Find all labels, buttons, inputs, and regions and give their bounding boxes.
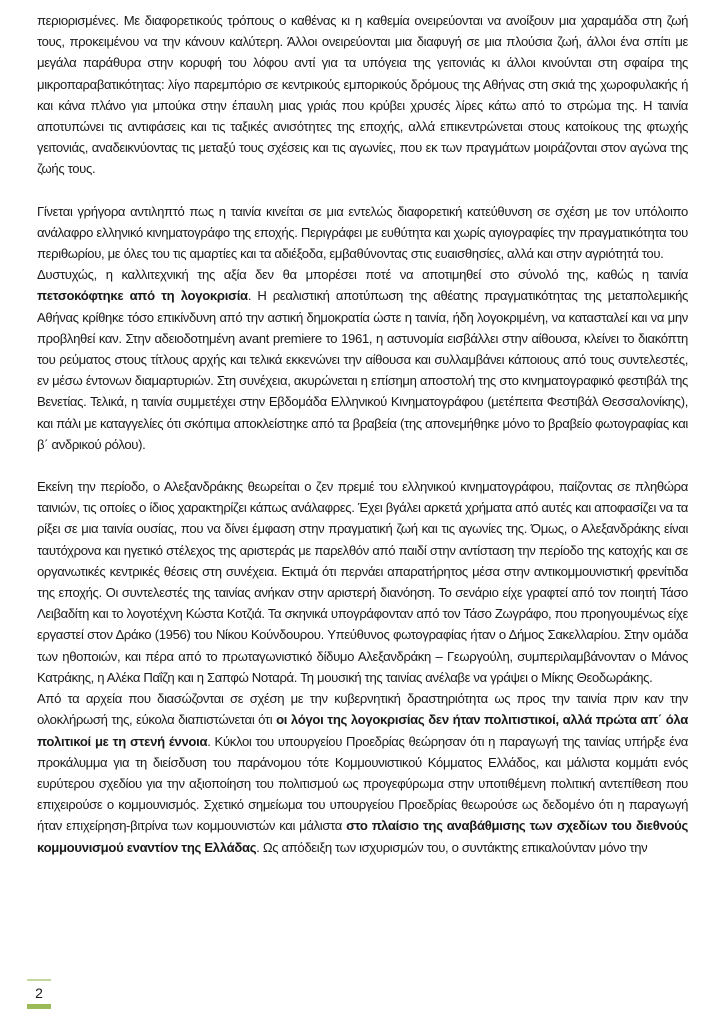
paragraph-text: Δυστυχώς, η καλλιτεχνική της αξία δεν θα μπορέσει ποτέ να αποτιμηθεί στο σύνολό της, καθώς η ταινία [37, 267, 688, 283]
page-number: 2 [35, 985, 43, 1001]
bold-emphasis: οι λόγοι της λογοκρισίας δεν ήταν πολιτιστικοί, αλλά πρώτα απ΄ όλα πολιτικοί με τη στενή έννοια [37, 712, 688, 749]
document-body [37, 10, 688, 858]
paragraph-5 [37, 688, 688, 858]
bold-emphasis: στο πλαίσιο της αναβάθμισης των σχεδίων του διεθνούς κομμουνισμού εναντίον της Ελλάδας [37, 818, 689, 855]
paragraph-text: Από τα αρχεία που διασώζονται σε σχέση με την κυβερνητική δραστηριότητα ως προς την ταινία πριν καν την ολοκλήρωσή της, εύκολα διαπιστώνεται ότι [37, 691, 688, 728]
paragraph-text: . Ως απόδειξη των ισχυρισμών του, ο συντάκτης επικαλούνταν μόνο την [256, 839, 648, 855]
page-footer [27, 979, 51, 1009]
paragraph-1 [37, 10, 688, 180]
page-number-rule-bottom [27, 1004, 51, 1009]
paragraph-text: Εκείνη την περίοδο, ο Αλεξανδράκης θεωρείται ο ζεν πρεμιέ του ελληνικού κινηματογράφου, παίζοντας σε πληθώρα ταινιών, τις οποίες ο ίδιος χαρακτηρίζει κάπως ανάλαφρες. Έχει βγάλει αρκετά χρήματα από αυτές και αποφασίζει να τα ρίξει σε μια ταινία ουσίας, που να δίνει έμφαση στην πραγματική ζωή και τις αγωνίες της. Όμως, ο Αλεξανδράκης είναι ταυτόχρονα και ηγετικό στέλεχος της αριστεράς με παρελθόν από παιδί στην αντίσταση την περίοδο της κατοχής και σε οργανωτικές κεντρικές θέσεις στη συνέχεια. Εκτιμά ότι περνάει απαρατήρητος μέσα στην αντικομμουνιστική φρενίτιδα της εποχής. Οι συντελεστές της ταινίας ανήκαν στην αριστερή διανόηση. Το σενάριο είχε γραφτεί από τον ποιητή Τάσο Λειβαδίτη και το λογοτέχνη Κώστα Κοτζιά. Τα σκηνικά υπογράφονταν από τον Τάσο Ζωγράφο, που προηγουμένως είχε εργαστεί στον Δράκο (1956) του Νίκου Κούνδουρου. Υπεύθυνος φωτογραφίας ήταν ο Δήμος Σακελλαρίου. Στην ομάδα των ηθοποιών, και πέρα από το πρωταγωνιστικό δίδυμο Αλεξανδράκη – Γεωργούλη, συμπεριλαμβάνονταν ο Μάνος Κατράκης, η Αλέκα Παΐζη και η Σαπφώ Νοταρά. Τη μουσική της ταινίας ανέλαβε να γράψει ο Μίκης Θεοδωράκης. [37, 479, 688, 685]
paragraph-text: . Κύκλοι του υπουργείου Προεδρίας θεώρησαν ότι η παραγωγή της ταινίας υπήρξε ένα προκάλυμμα για τη διείσδυση του παράνομου τότε Κομμουνιστικού Κόμματος Ελλάδος, και μάλιστα κομμάτι ενός ευρύτερου σχεδίου για την αξιοποίηση του πολιτισμού ως προγεφύρωμα στην υποτιθέμενη πολιτική αντεπίθεση που επιχειρούσε ο κομμουνισμός. Σχετικό σημείωμα του υπουργείου Προεδρίας θεωρούσε ως δεδομένο ότι η παραγωγή ήταν επιχείρηση-βιτρίνα των κομμουνιστών και μάλιστα [37, 733, 688, 834]
page-number-rule-top [27, 979, 51, 981]
paragraph-2 [37, 201, 688, 265]
paragraph-text: περιορισμένες. Με διαφορετικούς τρόπους ο καθένας κι η καθεμία ονειρεύονται να ανοίξουν μια χαραμάδα στη ζωή τους, προκειμένου να την κάνουν καλύτερη. Άλλοι ονειρεύονται μια διαφυγή σε μια πλούσια ζωή, άλλοι ένα σπίτι με μεγάλα παράθυρα στην κορυφή του λόφου αντί για τα υπόγεια της γειτονιάς κι άλλοι κινούνται στη σφαίρα της μικροπαραβατικότητας: λίγο παρεμπόριο σε κεντρικούς εμπορικούς δρόμους της Αθήνας στη σκιά της χωροφυλακής ή και κάνα πλάνο για μπούκα στην έπαυλη μιας γριάς που κρύβει χρυσές λίρες κάτω από το στρώμα της. Η ταινία αποτυπώνει τις αντιφάσεις και τις ταξικές ανισότητες της εποχής, αλλά επικεντρώνεται στους κατοίκους της φτωχής γειτονιάς, αναδεικνύοντας τις μεταξύ τους σχέσεις και τις αγωνίες, που εκ των πραγμάτων μοιράζονται στον αγώνα της ζωής τους. [37, 13, 688, 177]
paragraph-3 [37, 264, 688, 455]
paragraph-4 [37, 476, 688, 688]
paragraph-text: Γίνεται γρήγορα αντιληπτό πως η ταινία κινείται σε μια εντελώς διαφορετική κατεύθυνση σε σχέση με τον υπόλοιπο ανάλαφρο ελληνικό κινηματογράφο της εποχής. Περιγράφει με ευθύτητα και χωρίς αγιογραφίες την πραγματικότητα του περιθωρίου, με όλες του τις αμαρτίες και τα αδιέξοδα, εμβαθύνοντας στις ευαισθησίες, αλλά και στην αγριότητά του. [37, 203, 688, 262]
bold-emphasis: πετσοκόφτηκε από τη λογοκρισία [37, 288, 248, 304]
paragraph-text: . Η ρεαλιστική αποτύπωση της αθέατης πραγματικότητας της μεταπολεμικής Αθήνας κρίθηκε τόσο επικίνδυνη από την αστική δημοκρατία ώστε η ταινία, ήδη λογοκριμένη, να κατασταλεί και να μην προβληθεί καν. Στην αδειοδοτημένη avant premiere το 1961, η αστυνομία εισβάλλει στην αίθουσα, κλείνει το διακόπτη του ρεύματος στους τίτλους αρχής και τελικά εκκενώνει την αίθουσα και συλλαμβάνει κάποιους από τους συντελεστές, εν μέσω έντονων διαμαρτυριών. Στη συνέχεια, ακυρώνεται η επίσημη αποστολή της στο κινηματογραφικό φεστιβάλ της Βενετίας. Τελικά, η ταινία συμμετέχει στην Εβδομάδα Ελληνικού Κινηματογράφου (μετέπειτα Φεστιβάλ Θεσσαλονίκης), και πάλι με καταγγελίες ότι σκόπιμα αποκλείστηκε από τα βραβεία (της απονεμήθηκε μόνο το βραβείο φωτογραφίας και β΄ ανδρικού ρόλου). [37, 288, 689, 452]
